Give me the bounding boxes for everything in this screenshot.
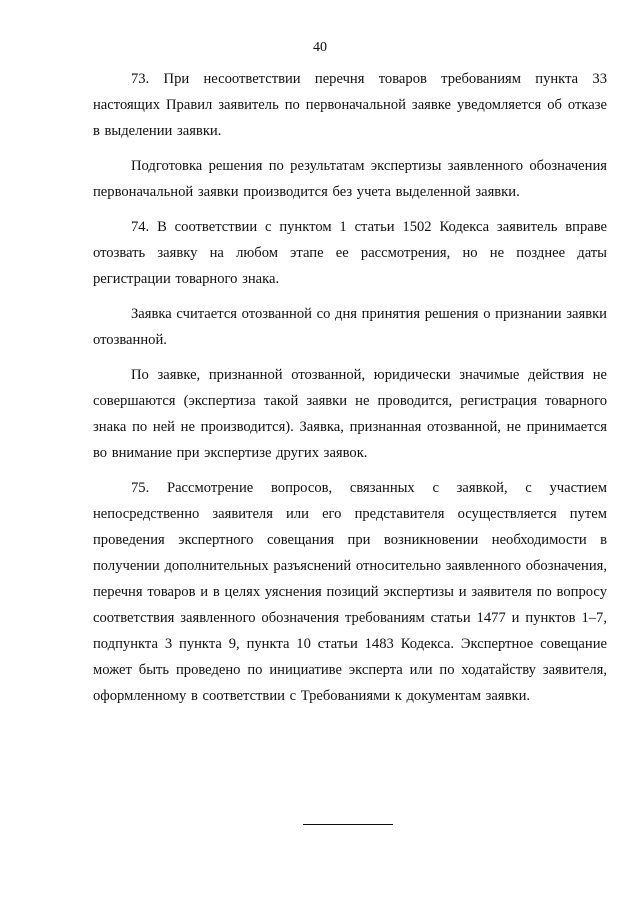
paragraph-74: 74. В соответствии с пунктом 1 статьи 1502 Кодекса заявитель вправе отозвать заявку на любом этапе ее рассмотрения, но не позднее даты регистрации товарного знака. bbox=[93, 219, 607, 287]
paragraph-74-withdrawn: Заявка считается отозванной со дня принятия решения о признании заявки отозванной. bbox=[93, 306, 607, 348]
closing-divider bbox=[303, 824, 393, 825]
paragraph-73: 73. При несоответствии перечня товаров требованиям пункта 33 настоящих Правил заявитель по первоначальной заявке уведомляется об отказе в выделении заявки. bbox=[93, 71, 607, 139]
paragraph-75: 75. Рассмотрение вопросов, связанных с заявкой, с участием непосредственно заявителя или его представителя осуществляется путем проведения экспертного совещания при возникновении необходимости в получении дополнительных разъяснений относительно заявленного обозначения, перечня товаров и в целях уяснения позиций экспертизы и заявителя по вопросу соответствия заявленного обозначения требованиям статьи 1477 и пунктов 1–7, подпункта 3 пункта 9, пункта 10 статьи 1483 Кодекса. Экспертное совещание может быть проведено по инициативе эксперта или по ходатайству заявителя, оформленному в соответствии с Требованиями к документам заявки. bbox=[93, 480, 607, 704]
paragraph-73-preparation: Подготовка решения по результатам экспертизы заявленного обозначения первоначальной заявки производится без учета выделенной заявки. bbox=[93, 158, 607, 200]
paragraph-74-consequences: По заявке, признанной отозванной, юридически значимые действия не совершаются (экспертиза такой заявки не проводится, регистрация товарного знака по ней не производится). Заявка, признанная отозванной, не принимается во внимание при экспертизе других заявок. bbox=[93, 367, 607, 461]
document-body bbox=[93, 66, 607, 709]
page-number: 40 bbox=[313, 40, 327, 55]
